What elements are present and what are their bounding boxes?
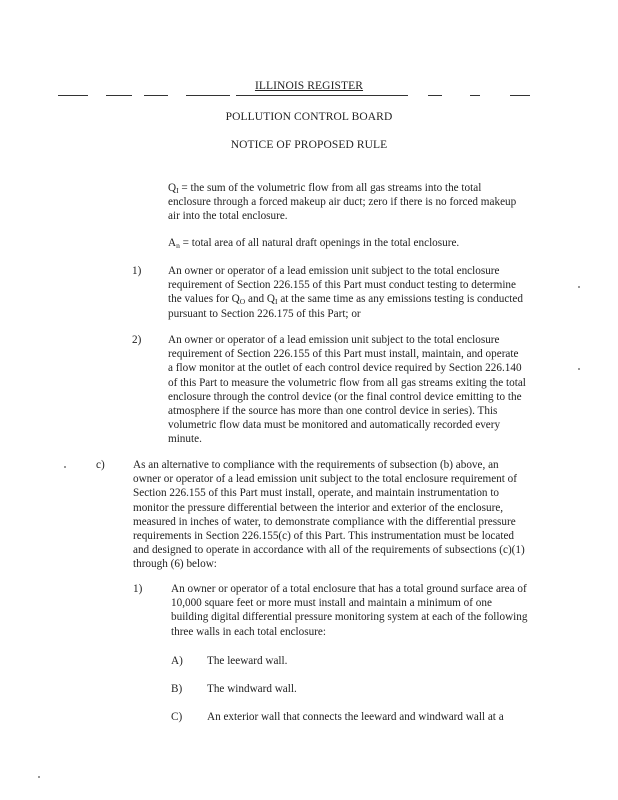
header-rule-segment <box>106 95 132 96</box>
header-rule-segment <box>470 95 480 96</box>
item-B-text: The windward wall. <box>207 683 297 695</box>
item-b1-text: An owner or operator of a lead emission unit subject to the total enclosure requirement of Section 226.155 of this Part must conduct testing to determine the values for $Q_O$ and $Q_I$ at the same time as any emissions testing is conducted pursuant to Section 226.175 of this Part; or <box>168 265 523 320</box>
header-rule-segment <box>428 95 442 96</box>
scan-speck <box>578 368 580 370</box>
header-rule-segment <box>186 95 230 96</box>
item-b2-text: An owner or operator of a lead emission unit subject to the total enclosure requirement of Section 226.155 of this Part must install, maintain, and operate a flow monitor at the outlet of each control device required by Section 226.140 of this Part to measure the volumetric flow from all gas streams exiting the total enclosure through the control device (or the final control device emitting to the atmosphere if the source has more than one control device in series). This volumetric flow data must be monitored and automatically recorded every minute. <box>168 334 526 446</box>
header-rule-segment <box>144 95 168 96</box>
item-number: B) <box>171 683 183 695</box>
notice-title: NOTICE OF PROPOSED RULE <box>230 139 388 151</box>
item-c-text: As an alternative to compliance with the requirements of subsection (b) above, an owner or operator of a lead emission unit subject to the total enclosure requirement of Section 226.155 of this Part must install, operate, and maintain instrumentation to monitor the pressure differential between the interior and exterior of the enclosure, measured in inches of water, to demonstrate compliance with the differential pressure requirements in Section 226.155(c) of this Part. This instrumentation must be located and designed to operate in accordance with all of the requirements of subsections (c)(1) through (6) below: <box>133 459 525 571</box>
item-number: 2) <box>132 334 142 346</box>
header-rule-segment <box>236 95 408 96</box>
item-number: c) <box>96 459 105 471</box>
item-number: A) <box>171 655 183 667</box>
board-title: POLLUTION CONTROL BOARD <box>225 111 393 123</box>
item-number: 1) <box>132 265 142 277</box>
scan-speck <box>64 466 66 468</box>
item-C-text: An exterior wall that connects the leeward and windward wall at a <box>207 711 504 723</box>
header-rule-segment <box>510 95 530 96</box>
definition-an: $A_n$ = total area of all natural draft openings in the total enclosure. <box>168 237 460 250</box>
definition-qi: $Q_I$ = the sum of the volumetric flow from all gas streams into the total enclosure through a forced makeup air duct; zero if there is no forced makeup air into the total enclosure. <box>168 182 517 223</box>
header-rule-segment <box>58 95 88 96</box>
item-A-text: The leeward wall. <box>207 655 288 667</box>
item-number: 1) <box>133 583 143 595</box>
scan-speck <box>578 286 580 288</box>
item-c1-text: An owner or operator of a total enclosure that has a total ground surface area of 10,000 square feet or more must install and maintain a minimum of one building digital differential pressure monitoring system at each of the following three walls in each total enclosure: <box>171 583 528 638</box>
register-title: ILLINOIS REGISTER <box>254 80 364 92</box>
scan-speck <box>38 776 40 778</box>
item-number: C) <box>171 711 183 723</box>
